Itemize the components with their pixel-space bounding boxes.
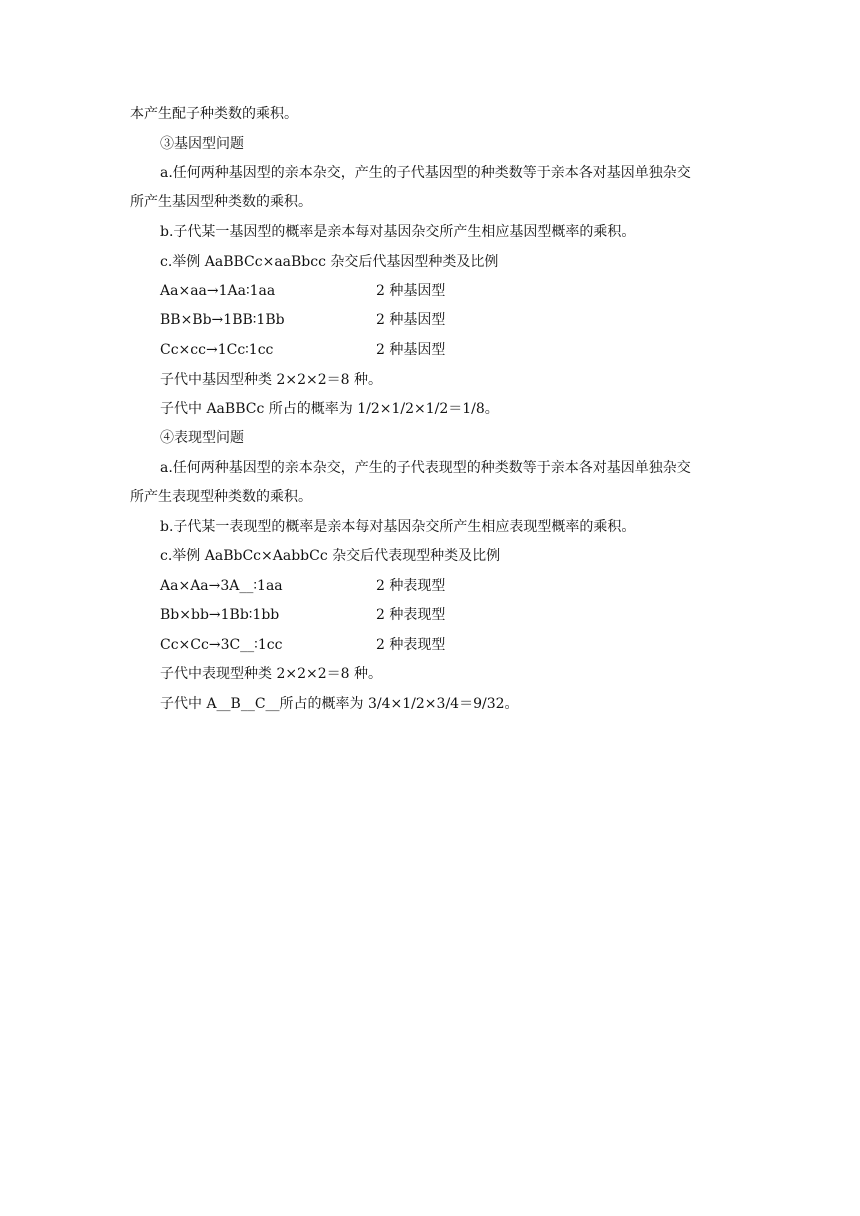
paragraph-line: b.子代某一表现型的概率是亲本每对基因杂交所产生相应表现型概率的乘积。 bbox=[160, 519, 636, 535]
cross-result: 2 种基因型 bbox=[376, 342, 446, 358]
paragraph-line: c.举例 AaBBCc×aaBbcc 杂交后代基因型种类及比例 bbox=[160, 254, 499, 270]
cross-result: 2 种基因型 bbox=[376, 283, 446, 299]
cross-result: 2 种基因型 bbox=[376, 312, 446, 328]
paragraph-line: 子代中 A__B__C__所占的概率为 3/4×1/2×3/4＝9/32。 bbox=[160, 696, 519, 712]
paragraph-line: 子代中表现型种类 2×2×2＝8 种。 bbox=[160, 666, 382, 682]
cross-expression: Bb×bb→1Bb∶1bb bbox=[160, 607, 280, 623]
genotype-cross-row bbox=[160, 310, 445, 330]
phenotype-cross-row bbox=[160, 576, 445, 596]
paragraph-line: a.任何两种基因型的亲本杂交，产生的子代表现型的种类数等于亲本各对基因单独杂交 bbox=[160, 460, 691, 476]
cross-expression: Aa×Aa→3A__∶1aa bbox=[160, 578, 283, 594]
paragraph-line: 所产生基因型种类数的乘积。 bbox=[130, 194, 312, 210]
cross-expression: Aa×aa→1Aa∶1aa bbox=[160, 283, 276, 299]
genotype-cross-row bbox=[160, 340, 445, 360]
paragraph-line: b.子代某一基因型的概率是亲本每对基因杂交所产生相应基因型概率的乘积。 bbox=[160, 224, 636, 240]
section-heading-genotype: ③基因型问题 bbox=[160, 136, 244, 152]
cross-expression: Cc×cc→1Cc∶1cc bbox=[160, 342, 274, 358]
paragraph-line: 本产生配子种类数的乘积。 bbox=[130, 106, 298, 122]
paragraph-line: c.举例 AaBbCc×AabbCc 杂交后代表现型种类及比例 bbox=[160, 548, 501, 564]
cross-result: 2 种表现型 bbox=[376, 578, 446, 594]
cross-expression: Cc×Cc→3C__∶1cc bbox=[160, 637, 283, 653]
cross-result: 2 种表现型 bbox=[376, 607, 446, 623]
phenotype-cross-row bbox=[160, 605, 445, 625]
phenotype-cross-row bbox=[160, 635, 445, 655]
paragraph-line: a.任何两种基因型的亲本杂交，产生的子代基因型的种类数等于亲本各对基因单独杂交 bbox=[160, 165, 691, 181]
genotype-cross-row bbox=[160, 281, 445, 301]
paragraph-line: 子代中 AaBBCc 所占的概率为 1/2×1/2×1/2＝1/8。 bbox=[160, 401, 499, 417]
paragraph-line: 子代中基因型种类 2×2×2＝8 种。 bbox=[160, 372, 382, 388]
section-heading-phenotype: ④表现型问题 bbox=[160, 430, 244, 446]
cross-result: 2 种表现型 bbox=[376, 637, 446, 653]
paragraph-line: 所产生表现型种类数的乘积。 bbox=[130, 489, 312, 505]
cross-expression: BB×Bb→1BB∶1Bb bbox=[160, 312, 285, 328]
